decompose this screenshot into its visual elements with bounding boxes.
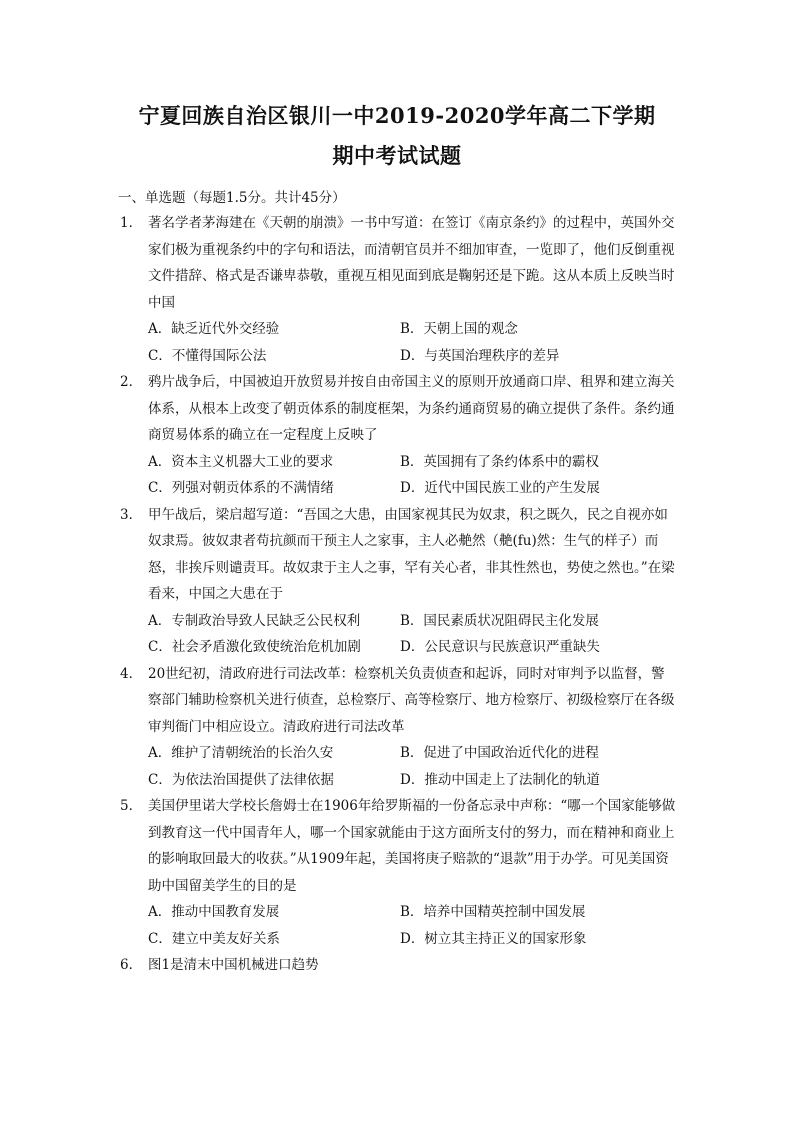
question-number: 2． bbox=[120, 374, 143, 390]
question-stem bbox=[118, 369, 676, 449]
answer-option-c: C．为依法治国提供了法律依据 bbox=[148, 771, 334, 788]
question-2 bbox=[118, 369, 676, 502]
answer-option-c: C．列强对朝贡体系的不满情绪 bbox=[148, 480, 334, 496]
question-text: 20世纪初，清政府进行司法改革：检察机关负责侦查和起诉，同时对审判予以监督，警察部门辅助检察机关进行侦查，总检察厅、高等检察厅、地方检察厅、初级检察厅在各级审判衙门中相应设立。清政府进行司法改革 bbox=[148, 665, 675, 735]
answer-option-d: D．公民意识与民族意识严重缺失 bbox=[400, 639, 600, 655]
option-grid bbox=[118, 316, 676, 369]
question-number: 1． bbox=[120, 215, 143, 231]
answer-option-b: B．国民素质状况阻碍民主化发展 bbox=[400, 612, 599, 629]
answer-option-c: C．社会矛盾激化致使统治危机加剧 bbox=[148, 639, 361, 655]
question-4 bbox=[118, 661, 676, 794]
question-text: 图1是清末中国机械进口趋势 bbox=[148, 957, 319, 973]
question-number: 5． bbox=[120, 798, 143, 814]
answer-option-b: B．培养中国精英控制中国发展 bbox=[400, 904, 586, 920]
option-grid bbox=[118, 608, 676, 661]
question-number: 6． bbox=[120, 957, 143, 973]
answer-option-a: A．资本主义机器大工业的要求 bbox=[148, 453, 334, 470]
answer-option-a: A．推动中国教育发展 bbox=[148, 904, 280, 920]
question-number: 3． bbox=[120, 506, 143, 523]
answer-option-d: D．近代中国民族工业的产生发展 bbox=[400, 480, 600, 496]
question-stem bbox=[118, 661, 676, 741]
answer-option-a: A．缺乏近代外交经验 bbox=[148, 321, 280, 337]
option-grid bbox=[118, 899, 676, 952]
question-text: 美国伊里诺大学校长詹姆士在1906年给罗斯福的一份备忘录中声称：“哪一个国家能够做到教育这一代中国青年人，哪一个国家就能由于这方面所支付的努力，而在精神和商业上的影响取回最大的收获。”从1909年起，美国将庚子赔款的“退款”用于办学。可见美国资助中国留美学生的目的是 bbox=[148, 798, 676, 894]
question-list bbox=[118, 210, 676, 979]
question-text: 著名学者茅海建在《天朝的崩溃》一书中写道：在签订《南京条约》的过程中，英国外交家们极为重视条约中的字句和语法，而清朝官员并不细加审查，一览即了，他们反倒重视文件措辞、格式是否谦卑恭敬，重视互相见面到底是鞠躬还是下跪。这从本质上反映当时中国 bbox=[148, 215, 675, 311]
option-grid bbox=[118, 740, 676, 793]
section-heading: 一、单选题（每题1.5分。共计45分） bbox=[118, 190, 346, 206]
question-6 bbox=[118, 952, 676, 979]
answer-option-b: B．促进了中国政治近代化的进程 bbox=[400, 745, 599, 761]
question-stem bbox=[118, 502, 676, 608]
answer-option-d: D．推动中国走上了法制化的轨道 bbox=[400, 771, 600, 788]
exam-title-line-1: 宁夏回族自治区银川一中2019-2020学年高二下学期 bbox=[138, 103, 656, 128]
answer-option-b: B．天朝上国的观念 bbox=[400, 321, 518, 337]
question-1 bbox=[118, 210, 676, 369]
question-stem bbox=[118, 952, 676, 979]
option-grid bbox=[118, 449, 676, 502]
answer-option-a: A．专制政治导致人民缺乏公民权利 bbox=[148, 612, 361, 629]
question-stem bbox=[118, 210, 676, 316]
question-number: 4． bbox=[120, 665, 143, 682]
answer-option-a: A．维护了清朝统治的长治久安 bbox=[148, 745, 334, 761]
answer-option-d: D．与英国治理秩序的差异 bbox=[400, 347, 560, 364]
exam-title-line-2: 期中考试试题 bbox=[332, 143, 462, 168]
question-text: 鸦片战争后，中国被迫开放贸易并按自由帝国主义的原则开放通商口岸、租界和建立海关体系，从根本上改变了朝贡体系的制度框架，为条约通商贸易的确立提供了条件。条约通商贸易体系的确立在一定程度上反映了 bbox=[148, 374, 675, 443]
answer-option-b: B．英国拥有了条约体系中的霸权 bbox=[400, 453, 599, 470]
answer-option-c: C．不懂得国际公法 bbox=[148, 347, 267, 364]
question-5 bbox=[118, 793, 676, 952]
answer-option-c: C．建立中美友好关系 bbox=[148, 930, 280, 947]
question-3 bbox=[118, 502, 676, 661]
question-stem bbox=[118, 793, 676, 899]
answer-option-d: D．树立其主持正义的国家形象 bbox=[400, 930, 587, 947]
question-text: 甲午战后，梁启超写道：“吾国之大患，由国家视其民为奴隶，积之既久，民之自视亦如奴隶焉。彼奴隶者苟抗颜而干预主人之家事，主人必艴然（艴(fu)然：生气的样子）而怒，非挨斥则谴责耳。故奴隶于主人之事，罕有关心者，非其性然也，势使之然也。”在梁看来，中国之大患在于 bbox=[148, 506, 675, 602]
